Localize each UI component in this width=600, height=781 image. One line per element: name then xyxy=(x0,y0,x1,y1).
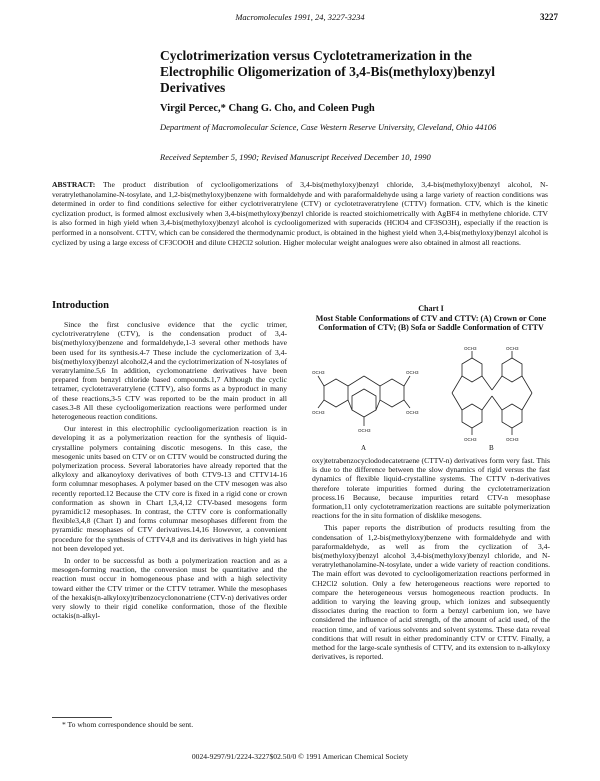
right-column xyxy=(312,456,550,664)
intro-paragraph: In order to be successful as both a polymerization reaction and as a mesogen-forming reaction, the conversion must be quantitative and the reaction must occur in homogeneous phase and with a high selectivity toward either the CTV trimer or the CTTV tetramer. While the mesophases of the hexakis(n-alkyloxy)tribenzocyclononatriene (CTV-n) derivatives order very slowly to their rigid conelike conformation, those of the flexible octakis(n-alkyl- xyxy=(52,556,287,621)
chart-structures xyxy=(312,346,550,454)
chart-caption-text: Most Stable Conformations of CTV and CTTV: (A) Crown or Cone Conformation of CTV; (B) Sofa or Saddle Conformation of CTTV xyxy=(315,313,547,333)
left-column xyxy=(52,320,287,624)
ctv-ring xyxy=(352,389,376,417)
substituent-label: OCH3 xyxy=(312,370,325,375)
substituent-label: OCH3 xyxy=(464,437,477,442)
cttv-ring xyxy=(502,358,522,382)
intro-paragraph: oxy)tetrabenzocyclododecatetraene (CTTV-n) derivatives form very fast. This is due to the difference between the slow dynamics of rigid versus the fast dynamics of flexible liquid-crystalline systems. The CTTV n-derivatives therefore tolerate impurities formed during the cyclotetramerization process.16 Because, because impurities retard CTV-n mesophase formation,11 only cyclotetramerization reactions are suitable polymerization reactions for the in situ formation of disklike mesogens. xyxy=(312,456,550,521)
structure-label-b: B xyxy=(489,444,494,452)
copyright-footer: 0024-9297/91/2224-3227$02.50/0 © 1991 American Chemical Society xyxy=(191,752,409,761)
substituent-label: OCH3 xyxy=(464,346,477,351)
ctv-ring xyxy=(324,379,348,407)
substituent-label: OCH3 xyxy=(312,410,325,415)
cttv-ring xyxy=(462,404,482,428)
chart-caption xyxy=(312,304,550,333)
article-affiliation: Department of Macromolecular Science, Case Western Reserve University, Cleveland, Ohio 44106 xyxy=(160,122,497,132)
cttv-ring xyxy=(462,358,482,382)
chart-label: Chart I xyxy=(418,304,444,313)
journal-header: Macromolecules 1991, 24, 3227-3234 xyxy=(235,12,365,22)
ctv-ring xyxy=(380,379,404,407)
article-title: Cyclotrimerization versus Cyclotetramerization in the Electrophilic Oligomerization of 3,4-Bis(methyloxy)benzyl Derivatives xyxy=(160,48,495,95)
intro-paragraph: Since the first conclusive evidence that the cyclic trimer, cyclotriveratrylene (CTV), is the condensation product of 3,4-bis(methyloxy)benzene and formaldehyde,1-3 several other methods have been used for its synthesis.4-7 These include the cyclomerization of 3,4-bis(methyloxy)benzyl alcohol2,4 and the cyclotrimerization of N-tosylates of veratrylamine.5,6 In addition, cyclomonatriene derivatives have been prepared from benzyl chloride based compounds.1,7 Although the cyclic tetramer, cyclotetraveratrylene (CTTV), also forms as a byproduct in many of these reactions,3-5 CTV was reported to be the main product in all cases.3-8 All these cyclooligomerization reactions were performed under heterogeneous reaction conditions. xyxy=(52,320,287,422)
substituent-label: OCH3 xyxy=(406,370,419,375)
intro-paragraph: Our interest in this electrophilic cyclooligomerization reaction is in developing it as a polymerization reaction for the synthesis of liquid-crystalline polymers containing discotic mesogens. In this case, the mesogenic units based on CTV or on CTTV would be constructed during the polymerization process. Several laboratories have already reported that the alkyloxy and alkanoyloxy derivatives of both CTV9-13 and CTTV14-16 form columnar mesophases. A polymer based on the CTV mesogen was also recently reported.12 Because the CTV core is fixed in a rigid cone or crown conformation as shown in Chart I,3,4,12 CTV-based mesogens form pyramidic12 mesophases. In contrast, the CTTV core is conformationally flexible3,4,8 (Chart I) and forms columnar mesophases different from the pyramidic mesophases of CTV derivatives.14,16 However, a convenient procedure for the synthesis of CTTV4,8 and its derivatives in high yield has not been developed yet. xyxy=(52,424,287,553)
article-authors: Virgil Percec,* Chang G. Cho, and Coleen Pugh xyxy=(160,103,375,114)
structure-label-a: A xyxy=(361,444,367,452)
cttv-ring xyxy=(502,404,522,428)
intro-paragraph: This paper reports the distribution of products resulting from the condensation of 1,2-bis(methyloxy)benzene with formaldehyde and with paraformaldehyde, as well as from the cyclization of 3,4-bis(methyloxy)benzyl alcohol 3,4-bis(methyloxy)benzyl chloride, and N-veratrylethanolamine-N-tosylate, under a wide variety of reaction conditions. The main effort was devoted to cyclooligomerization reactions performed in CH2Cl2 solution. Only a few heterogeneous reactions were reported to compare the heterogeneous versus homogeneous reaction products. In addition to varying the leaving group, which ionizes and subsequently dissociates during the reaction to form a benzyl carbenium ion, we have considered the influence of acid strength, of the amount of acid used, of the reaction time, and of various solvents and solvent systems. These data reveal conditions that will result in either predominantly CTV or CTTV. Finally, a method for the large-scale synthesis of CTTV, and its extension to n-alkyloxy derivatives, is reported. xyxy=(312,523,550,662)
abstract xyxy=(52,180,548,247)
abstract-text: The product distribution of cyclooligomerizations of 3,4-bis(methyloxy)benzyl chloride, 3,4-bis(methyloxy)benzyl alcohol, N-veratrylethanolamine-N-tosylate, and 1,2-bis(methyloxy)benzene with formaldehyde and with paraformaldehyde using a large variety of reaction conditions was determined in order to find conditions selective for either cyclotriveratrylene (CTV) or cyclotetraveratrylene (CTTV) formation. CTV, which is the kinetic cyclization product, is formed almost exclusively when 3,4-bis(methyloxy)benzyl chloride is reacted stoichiometrically with AgBF4 in methylene chloride. CTV is also formed in high yield when 3,4-bis(methyloxy)benzyl alcohol is cyclooligomerized with superacids (HClO4 and CF3SO3H), especially if the reaction is performed in a nonsolvent. CTTV, which can be considered the thermodynamic product, is obtained in the highest yield when 3,4-bis(methyloxy)benzyl alcohol is cyclized by using a large excess of CF3COOH and dilute CH2Cl2 solution. Higher molecular weight analogues were also obtained in almost all reactions. xyxy=(52,180,548,247)
substituent-label: OCH3 xyxy=(506,437,519,442)
substituent-label: OCH3 xyxy=(358,428,371,433)
section-heading-introduction: Introduction xyxy=(52,300,109,311)
substituent-label: OCH3 xyxy=(406,410,419,415)
correspondence-footnote: * To whom correspondence should be sent. xyxy=(62,720,194,729)
substituent-label: OCH3 xyxy=(506,346,519,351)
page-number: 3227 xyxy=(540,12,558,22)
abstract-label: ABSTRACT: xyxy=(52,180,96,189)
received-dates: Received September 5, 1990; Revised Manuscript Received December 10, 1990 xyxy=(160,152,431,162)
footnote-divider xyxy=(52,717,112,718)
